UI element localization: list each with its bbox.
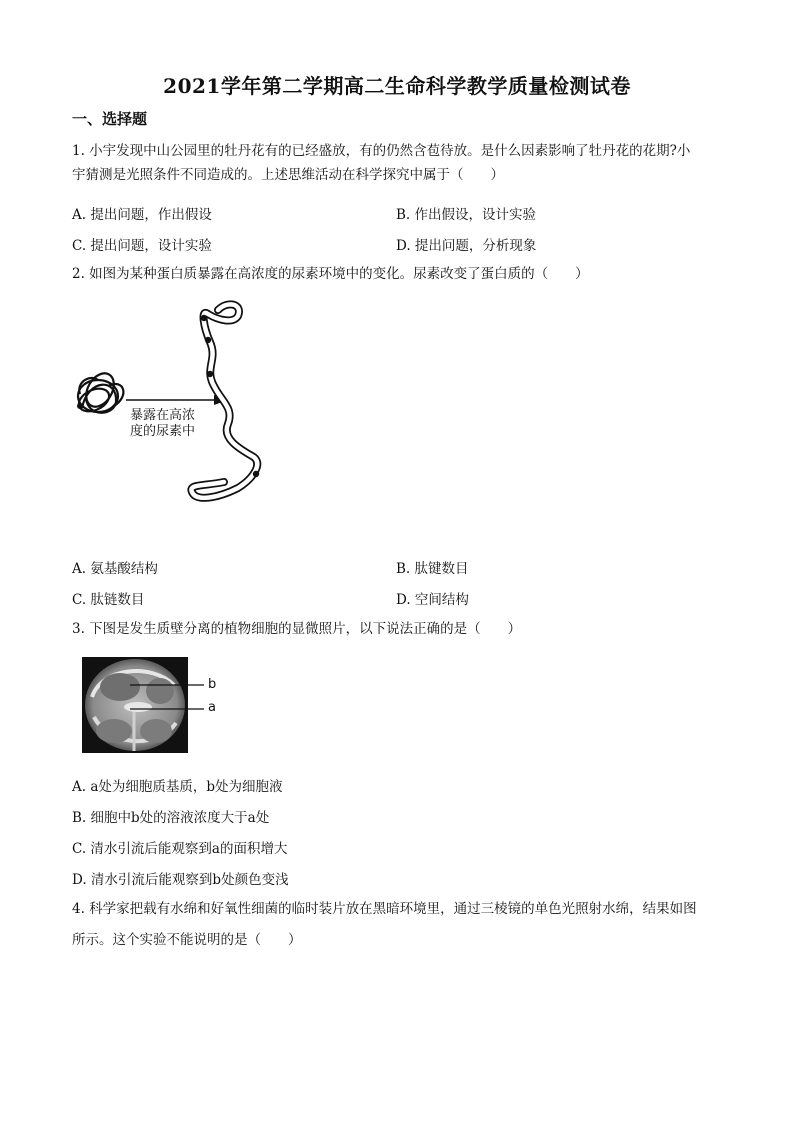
- unfolded-chain-inner: [191, 304, 257, 497]
- question-4-line-2: 所示。这个实验不能说明的是（ ）: [72, 932, 302, 948]
- question-3-option-a: A. a处为细胞质基质，b处为细胞液: [72, 779, 283, 795]
- question-3-option-d: D. 清水引流后能观察到b处颜色变浅: [72, 872, 289, 888]
- question-1-option-d: D. 提出问题，分析现象: [396, 238, 537, 254]
- question-2-option-a: A. 氨基酸结构: [72, 561, 158, 577]
- section-heading: 一、选择题: [72, 110, 148, 128]
- protein-dot: [207, 371, 213, 377]
- figure-label-line-1: 暴露在高浓: [130, 408, 196, 423]
- protoplast: [146, 678, 174, 704]
- question-1-option-b: B. 作出假设，设计实验: [396, 207, 537, 223]
- label-a: a: [208, 700, 216, 715]
- page-title: 2021学年第二学期高二生命科学教学质量检测试卷: [163, 74, 631, 98]
- protein-dot: [205, 337, 211, 343]
- protein-dot: [201, 315, 207, 321]
- bright-gap: [124, 702, 152, 712]
- question-2-option-c: C. 肽链数目: [72, 592, 145, 608]
- label-b: b: [208, 677, 217, 692]
- question-2-option-b: B. 肽键数目: [396, 561, 469, 577]
- question-4-line-1: 4. 科学家把载有水绵和好氧性细菌的临时装片放在黑暗环境里，通过三棱镜的单色光照射水绵，结果如图: [72, 901, 697, 917]
- question-3-option-c: C. 清水引流后能观察到a的面积增大: [72, 841, 288, 857]
- protein-dot: [77, 403, 83, 409]
- question-1-option-a: A. 提出问题，作出假设: [72, 207, 212, 223]
- question-3-option-b: B. 细胞中b处的溶液浓度大于a处: [72, 810, 270, 826]
- question-1-option-c: C. 提出问题，设计实验: [72, 238, 212, 254]
- protoplast: [100, 673, 140, 701]
- question-1-line-2: 宇猜测是光照条件不同造成的。上述思维活动在科学探究中属于（ ）: [72, 167, 504, 183]
- question-2-option-d: D. 空间结构: [396, 592, 469, 608]
- micrograph-figure: [82, 657, 242, 757]
- question-2-stem: 2. 如图为某种蛋白质暴露在高浓度的尿素环境中的变化。尿素改变了蛋白质的（ ）: [72, 266, 589, 282]
- protoplast: [140, 719, 172, 743]
- question-3-stem: 3. 下图是发生质壁分离的植物细胞的显微照片，以下说法正确的是（ ）: [72, 621, 522, 637]
- question-1-line-1: 1. 小宇发现中山公园里的牡丹花有的已经盛放，有的仍然含苞待放。是什么因素影响了牡丹花的花期?小: [72, 143, 691, 159]
- protein-dot: [253, 471, 259, 477]
- protoplast: [96, 719, 132, 743]
- figure-label-line-2: 度的尿素中: [130, 424, 196, 439]
